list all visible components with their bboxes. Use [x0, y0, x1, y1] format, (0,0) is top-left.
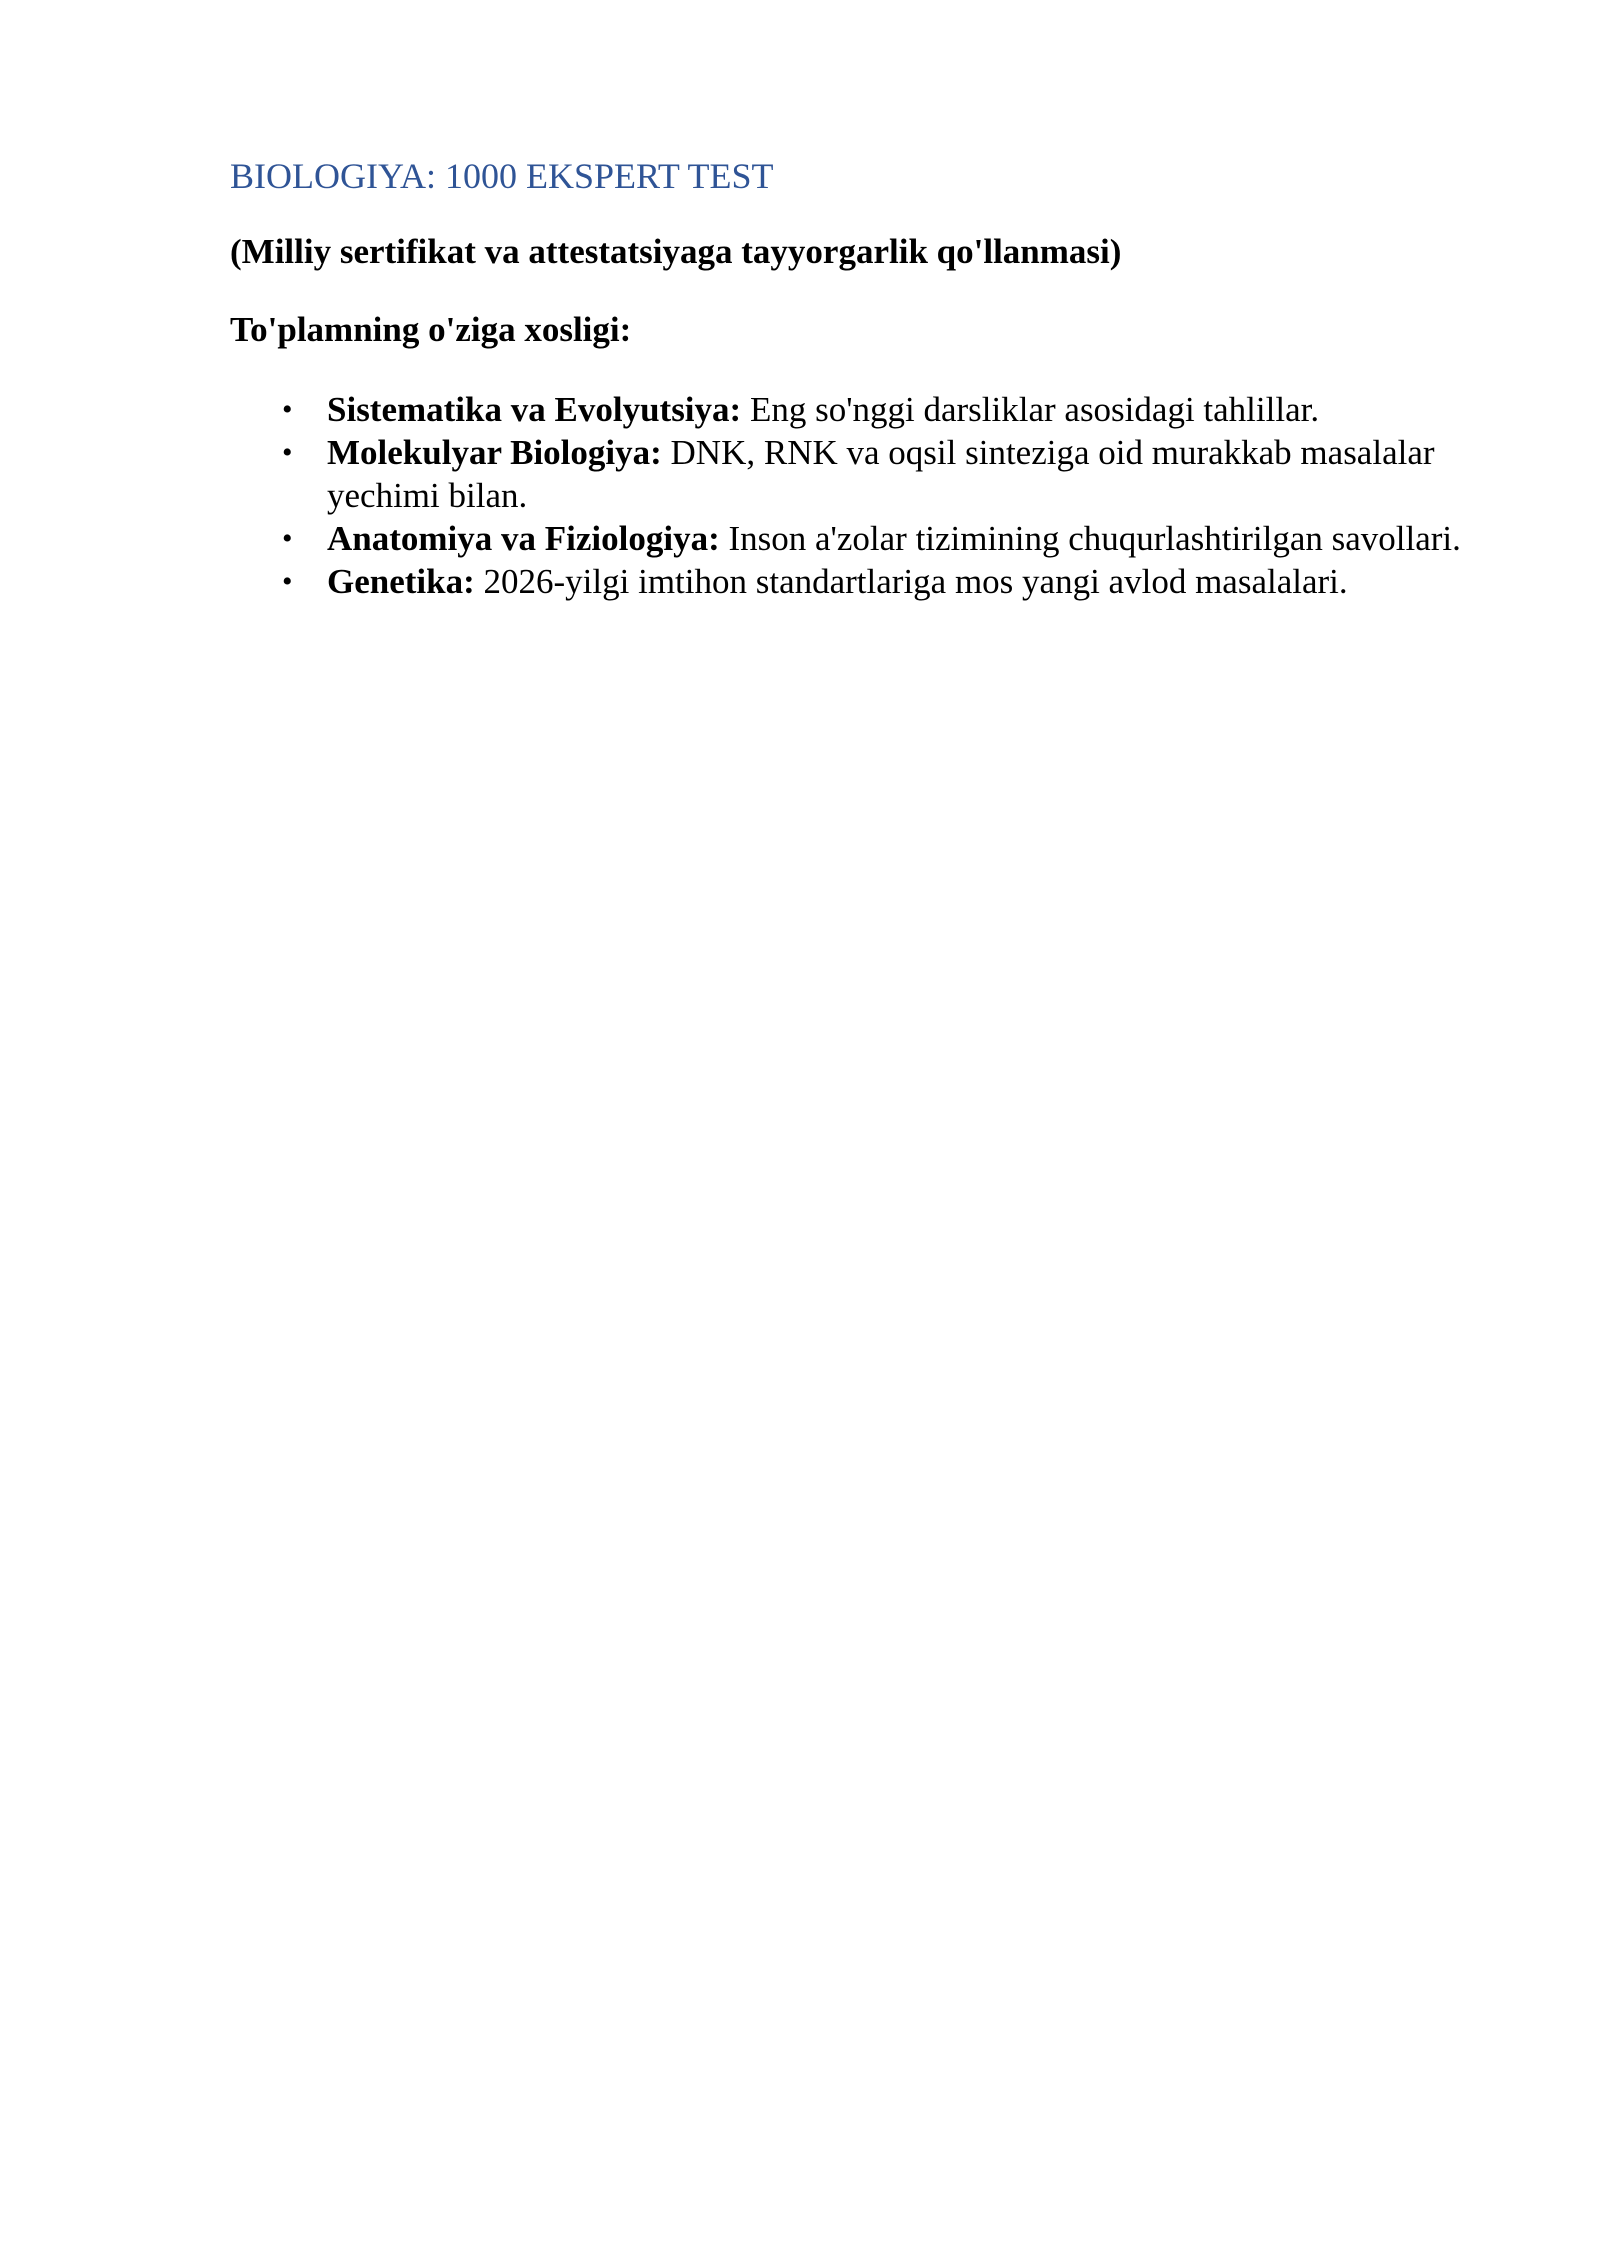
feature-term: Genetika: [327, 562, 475, 601]
feature-item-anatomiya [230, 517, 1462, 560]
section-heading: To'plamning o'ziga xosligi: [230, 310, 632, 349]
bullet-icon: • [282, 436, 293, 469]
feature-list [230, 388, 1461, 603]
feature-item-sistematika [230, 388, 1462, 431]
feature-term: Anatomiya va Fiziologiya: [327, 519, 720, 558]
bullet-icon: • [282, 565, 293, 598]
feature-item-molekulyar [230, 431, 1462, 517]
feature-description: DNK, RNK va oqsil sinteziga oid murakkab masalalar yechimi bilan. [327, 433, 1435, 515]
feature-description: Inson a'zolar tizimining chuqurlashtirilgan savollari. [728, 519, 1461, 558]
feature-description: Eng so'nggi darsliklar asosidagi tahlillar. [749, 390, 1320, 429]
feature-item-genetika [230, 560, 1462, 603]
feature-term: Molekulyar Biologiya: [327, 433, 662, 472]
bullet-icon: • [282, 522, 293, 555]
document-content [230, 152, 1461, 603]
feature-description: 2026-yilgi imtihon standartlariga mos yangi avlod masalalari. [483, 562, 1348, 601]
document-title: BIOLOGIYA: 1000 EKSPERT TEST [230, 156, 774, 196]
document-subtitle: (Milliy sertifikat va attestatsiyaga tayyorgarlik qo'llanmasi) [230, 232, 1122, 271]
bullet-icon: • [282, 393, 293, 426]
feature-term: Sistematika va Evolyutsiya: [327, 390, 742, 429]
